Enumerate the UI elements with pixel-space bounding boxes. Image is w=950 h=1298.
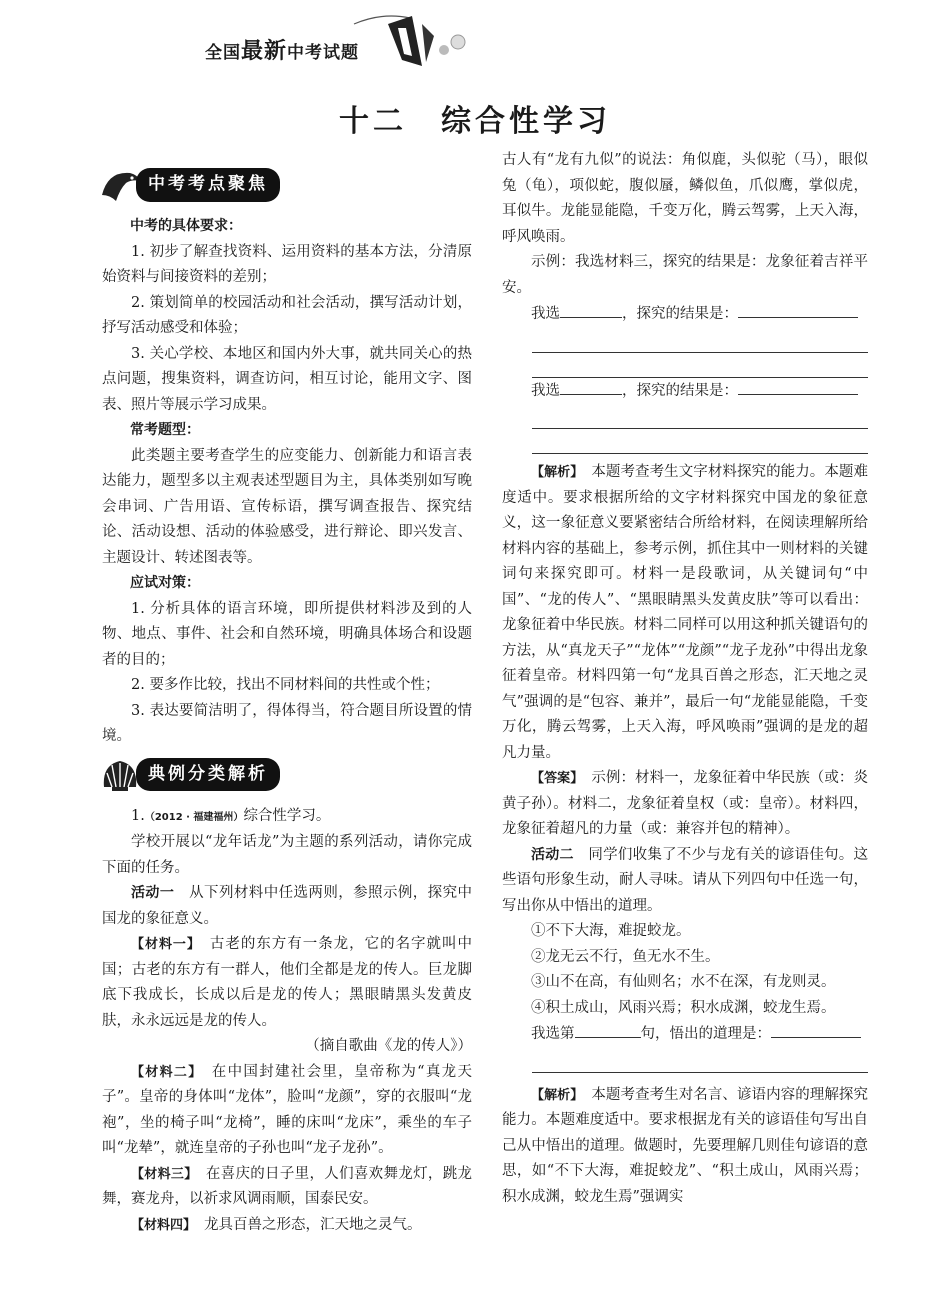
answer-line[interactable] bbox=[532, 328, 868, 353]
analysis-label: 【解析】 bbox=[531, 465, 577, 480]
answer-label: 【答案】 bbox=[531, 771, 577, 786]
fill-prefix: 我选 bbox=[531, 306, 560, 322]
material-label: 【材料一】 bbox=[131, 937, 195, 952]
fish-logo-icon bbox=[352, 10, 470, 68]
answer-line[interactable] bbox=[532, 1048, 868, 1073]
material-four bbox=[102, 1213, 472, 1239]
material-one bbox=[102, 932, 472, 1034]
requirement-item: 2. 策划简单的校园活动和社会活动，撰写活动计划，抒写活动感受和体验； bbox=[102, 294, 472, 336]
running-header bbox=[205, 34, 359, 65]
question-heading bbox=[102, 804, 472, 831]
answer-text: 示例：材料一，龙象征着中华民族（或：炎黄子孙）。材料二，龙象征着皇权（或：皇帝）。材料四，龙象征着超凡的力量（或：兼容并包的精神）。 bbox=[502, 770, 868, 837]
example-answer: 示例：我选材料三，探究的结果是：龙象征着吉祥平安。 bbox=[502, 254, 868, 296]
fill-line-3 bbox=[502, 1021, 868, 1048]
answer-line[interactable] bbox=[532, 353, 868, 378]
answer-1 bbox=[502, 766, 868, 843]
activity-text: 同学们收集了不少与龙有关的谚语佳句。这些语句形象生动，耐人寻味。请从下列四句中任选一句，写出你从中悟出的道理。 bbox=[502, 846, 869, 914]
header-prefix: 全国 bbox=[205, 43, 241, 63]
answer-blank[interactable] bbox=[560, 301, 622, 318]
analysis-text: 本题考查考生对名言、谚语内容的理解探究能力。本题难度适中。要求根据龙有关的谚语佳句写出自己从中悟出的道理。做题时，先要理解几则佳句谚语的意思，如“不下大海，难捉蛟龙”、“积土成山，风雨兴焉；积水成渊，蛟龙生焉”强调实 bbox=[502, 1086, 868, 1205]
header-big: 最新 bbox=[241, 39, 288, 64]
answer-blank[interactable] bbox=[560, 378, 622, 395]
material-text: 龙具百兽之形态，汇天地之灵气。 bbox=[189, 1216, 422, 1233]
right-column bbox=[502, 148, 868, 1210]
option-item: ③山不在高，有仙则名；水不在深，有龙则灵。 bbox=[531, 974, 836, 990]
strategy-item: 2. 要多作比较，找出不同材料间的共性或个性； bbox=[131, 677, 440, 693]
question-title: 综合性学习。 bbox=[243, 807, 331, 824]
option-item: ①不下大海，难捉蛟龙。 bbox=[531, 923, 691, 939]
material-label: 【材料二】 bbox=[131, 1064, 196, 1080]
answer-blank[interactable] bbox=[738, 378, 858, 395]
answer-line[interactable] bbox=[532, 429, 868, 454]
strategy-item: 1. 分析具体的语言环境，即所提供材料涉及到的人物、地点、事件、社会和自然环境，明确具体场合和设题者的目的； bbox=[102, 600, 472, 668]
question-types-heading: 常考题型： bbox=[130, 422, 200, 438]
fill-prefix: 我选第 bbox=[531, 1026, 575, 1042]
fill-prefix: 我选 bbox=[531, 382, 560, 399]
question-intro: 学校开展以“龙年话龙”为主题的系列活动，请你完成下面的任务。 bbox=[102, 834, 472, 876]
material-three bbox=[102, 1162, 472, 1213]
option-item: ②龙无云不行，鱼无水不生。 bbox=[531, 948, 720, 965]
question-number: 1. bbox=[131, 807, 145, 824]
activity-label: 活动一 bbox=[131, 885, 175, 901]
analysis-text: 本题考查考生文字材料探究的能力。本题难度适中。要求根据所给的文字材料探究中国龙的象征意义，这一象征意义要紧密结合所给材料，在阅读理解所给材料内容的基础上，参考示例，抓住其中一则材料的关键词句来探究即可。材料一是段歌词，从关键词句“中国”、“龙的传人”、“黑眼睛黑头发黄皮肤”等可以看出：龙象征着中华民族。材料二同样可以用这种抓关键语句的方法，从“真龙天子”“龙体”“龙颜”“龙子龙孙”中得出龙象征着皇帝。材料四第一句“龙具百兽之形态，汇天地之灵气”强调的是“包容、兼并”，最后一句“龙能显能隐，千变万化，腾云驾雾，上天入海，呼风唤雨”强调的是龙的超凡力量。 bbox=[502, 464, 868, 761]
activity-label: 活动二 bbox=[531, 846, 574, 863]
requirements-heading: 中考的具体要求： bbox=[130, 218, 242, 234]
question-source: （2012 · 福建福州） bbox=[144, 811, 244, 823]
strategy-item: 3. 表达要简洁明了，得体得当，符合题目所设置的情境。 bbox=[102, 702, 472, 744]
material-text: 在喜庆的日子里，人们喜欢舞龙灯，跳龙舞，赛龙舟，以祈求风调雨顺，国泰民安。 bbox=[102, 1165, 472, 1207]
answer-line[interactable] bbox=[532, 404, 868, 429]
page-title: 十二 综合性学习 bbox=[339, 104, 611, 139]
option-item: ④积土成山，风雨兴焉；积水成渊，蛟龙生焉。 bbox=[531, 999, 836, 1016]
material-label: 【材料三】 bbox=[131, 1166, 192, 1182]
header-suffix: 中考试题 bbox=[287, 43, 360, 63]
fill-suffix: ，探究的结果是： bbox=[622, 306, 738, 322]
section-banner-examples bbox=[98, 750, 472, 800]
material-four-continued: 古人有“龙有九似”的说法：角似鹿，头似驼（马），眼似兔（龟），项似蛇，腹似蜃，鳞似鱼，爪似鹰，掌似虎，耳似牛。龙能显能隐，千变万化，腾云驾雾，上天入海，呼风唤雨。 bbox=[502, 152, 868, 245]
fill-suffix: 句，悟出的道理是： bbox=[640, 1026, 771, 1042]
left-column bbox=[102, 160, 472, 1238]
banner-label: 典例分类解析 bbox=[136, 758, 280, 792]
requirement-item: 1. 初步了解查找资料、运用资料的基本方法，分清原始资料与间接资料的差别； bbox=[102, 243, 472, 285]
material-label: 【材料四】 bbox=[131, 1217, 190, 1233]
banner-label: 中考考点聚焦 bbox=[136, 168, 280, 202]
answer-blank[interactable] bbox=[738, 301, 858, 318]
activity-one bbox=[102, 881, 472, 932]
analysis-label: 【解析】 bbox=[531, 1087, 577, 1103]
strategy-heading: 应试对策： bbox=[130, 575, 200, 591]
activity-two bbox=[502, 843, 868, 920]
activity-text: 从下列材料中任选两则，参照示例，探究中国龙的象征意义。 bbox=[102, 885, 473, 927]
section-banner-focus bbox=[98, 160, 472, 210]
material-source: （摘自歌曲《龙的传人》） bbox=[305, 1038, 472, 1054]
material-two bbox=[102, 1060, 472, 1162]
analysis-1 bbox=[502, 460, 868, 766]
fill-suffix: ，探究的结果是： bbox=[622, 382, 738, 399]
fill-line-2 bbox=[502, 378, 868, 405]
requirement-item: 3. 关心学校、本地区和国内外大事，就共同关心的热点问题，搜集资料，调查访问，相互讨论，能用文字、图表、照片等展示学习成果。 bbox=[102, 345, 472, 413]
analysis-2 bbox=[502, 1083, 868, 1211]
question-types-text: 此类题主要考查学生的应变能力、创新能力和语言表达能力，题型多以主观表述型题目为主，具体类别如写晚会串词、广告用语、宣传标语，撰写调查报告、探究结论、活动设想、活动的体验感受，进行辩论、即兴发言、主题设计、转述图表等。 bbox=[102, 447, 472, 566]
fill-line-1 bbox=[502, 301, 868, 328]
answer-blank[interactable] bbox=[575, 1021, 641, 1038]
answer-blank[interactable] bbox=[771, 1021, 861, 1038]
material-text: 古老的东方有一条龙，它的名字就叫中国；古老的东方有一群人，他们全都是龙的传人。巨龙脚底下我成长，长成以后是龙的传人；黑眼睛黑头发黄皮肤，永永远远是龙的传人。 bbox=[102, 936, 472, 1029]
material-text: 在中国封建社会里，皇帝称为“真龙天子”。皇帝的身体叫“龙体”，脸叫“龙颜”，穿的衣服叫“龙袍”，坐的椅子叫“龙椅”，睡的床叫“龙床”，乘坐的车子叫“龙辇”，就连皇帝的子孙也叫“龙子龙孙”。 bbox=[102, 1063, 472, 1156]
